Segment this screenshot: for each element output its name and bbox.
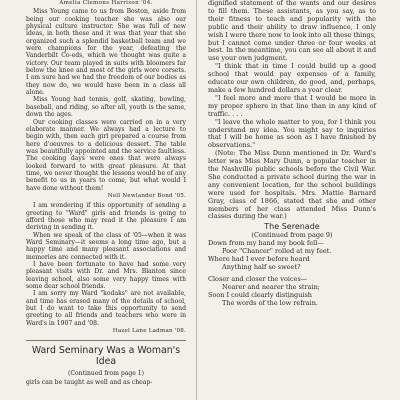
poem-line: Anything half so sweet?: [222, 262, 301, 271]
paragraph: Our cooking classes were carried on in a very elaborate manner. We always had a lecture to begin with, then each girl prepared a course from here d'oeuvres to a delicious dessert. The table was beautifully appointed and the service faultless. The cooking days were ones that were always looked forward to with great pleasure. At that time, we never thought the lessons would be of any benefit to us in years to come, but what would I have done without them!: [26, 118, 186, 192]
paragraph: When we speak of the class of '05—when it was Ward Seminary—it seems a long time ago, but a happy time and many pleasant associations and memories are connected with it.: [26, 231, 186, 261]
paragraph: "I leave the whole matter to you, for I think you understand my idea. You might say to inquiries that I will be home as soon as I have finished by observations.": [208, 117, 376, 150]
signature: Nell Newlander Bond '05.: [107, 192, 186, 199]
column-divider: [196, 0, 197, 400]
article-headline: Ward Seminary Was a Woman's Idea: [31, 345, 181, 367]
poem-line: Down from my hand my book fell—: [208, 239, 324, 248]
paragraph: (Note: The Miss Dunn mentioned in Dr. Ward's letter was Miss Mary Dunn, a popular teacher in the Nashville public schools before the Civil War. She conducted a private school during the war in any convenient location, for the school buildings were used for hospitals. Mrs. Mattie Barnard Gray, class of 1866, stated that she and other members of her class attended Miss Dunn's classes during the war.): [208, 149, 376, 221]
section-divider: [26, 340, 186, 341]
poem-line: Closer and closer the voices—: [208, 274, 308, 283]
paragraph: I am sorry my Ward "kodaks" are not available, and time has erased many of the details of school, but I do want to take this opportunity to send greeting to all friends and teachers who were in Ward's in 1907 and '08.: [26, 290, 186, 327]
poem-title: The Serenade: [264, 222, 320, 232]
poem-line: The words of the low refrain.: [222, 298, 318, 307]
poem-line: Where had I ever before heard: [208, 255, 310, 263]
poem-line: Nearer and nearer the strain;: [222, 282, 320, 291]
paragraph: Miss Young came to us from Boston, aside from being our cooking teacher she was also our physical culture instructor. She was full of new ideas, in both these and it was that year that she organized such a splendid basketball team and we were champions for the year, defeating the Vanderbilt Co-eds, which we thought was quite a victory. Our team played in suits with bloomers far below the knee and most of the girls wore corsets. I am sure had we had the freedom of our bodies as they now do, we would have been in a class all alone.: [26, 8, 186, 97]
poem-line: Poor "Chancer" rolled at my feet.: [222, 247, 332, 256]
continued-note: (Continued from page 1): [67, 370, 145, 378]
paragraph: dignified statement of the wants and our desires to fill them. These assistants, as you say, as to their fitness to teach and popularity with the public and their ability to draw influence, I only wish I were there now to look into all these things, but I cannot come under three or four weeks at best. In the meantime, you can see all about it and use your own judgment.: [208, 0, 376, 63]
paragraph: I am wondering if this opportunity of sending a greeting to "Ward" girls and friends is going to afford those who may read it the pleasure I am deriving in sending it.: [26, 202, 186, 232]
poem-line: Soon I could clearly distinguish: [208, 290, 312, 299]
paragraph: I have been fortunate to have had some very pleasant visits with Dr. and Mrs. Blanton since leaving school, also some very happy times with some dear school friends.: [26, 261, 186, 291]
left-column: [26, 0, 186, 386]
continued-note: (Continued from page 9): [251, 231, 333, 240]
paragraph: girls can be taught as well and as cheap-: [26, 378, 153, 386]
poem: [208, 240, 376, 307]
right-column: [208, 0, 376, 307]
top-signature: Amelia Clemons Harrison '04.: [59, 0, 153, 6]
paragraph: "I feel more and more that I would be more in my proper sphere in that line than in any kind of traffic. . . .: [208, 93, 376, 118]
paragraph: "I think that in time I could build up a good school that would pay expenses of a family, educate our own children, do good, and, perhaps, make a few hundred dollars a year clear.: [208, 62, 376, 94]
signature: Hazel Lane Ladman '08.: [112, 328, 186, 335]
paragraph: Miss Young had tennis, golf, skating, bowling, baseball, and riding, so after all, youth is the same, down the ages.: [26, 96, 186, 119]
